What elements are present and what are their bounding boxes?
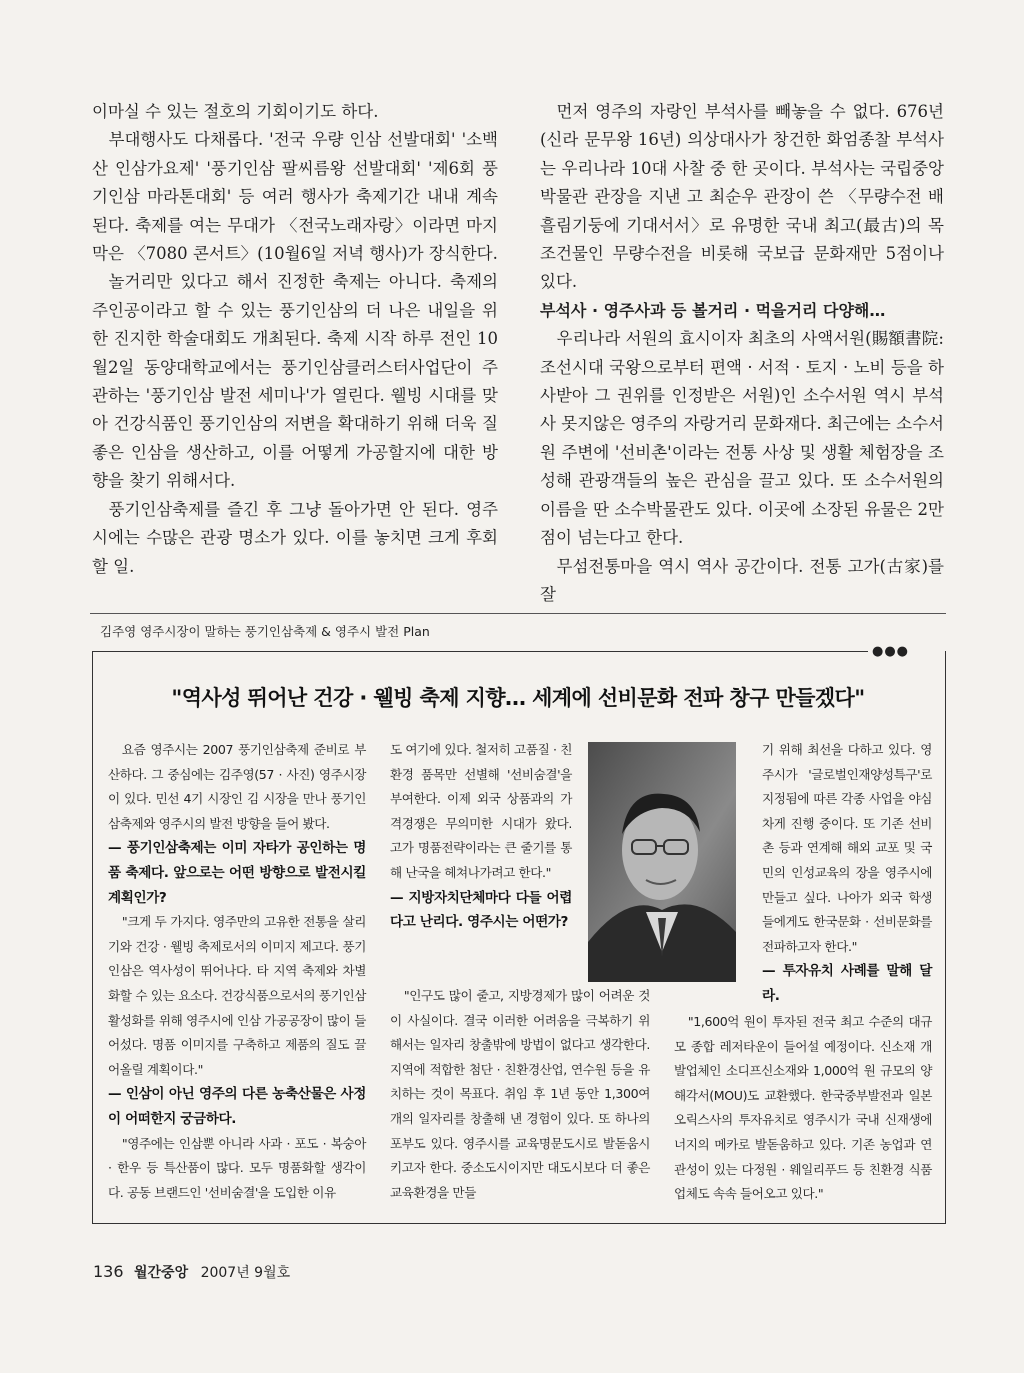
article-paragraph: 무섬전통마을 역시 역사 공간이다. 전통 고가(古家)를 잘 [540,556,944,604]
article-paragraph: 우리나라 서원의 효시이자 최초의 사액서원(賜額書院: 조선시대 국왕으로부터 편액 · 서적 · 토지 · 노비 등을 하사받아 그 권위를 인정받은 서원)인 소수서원 역시 부석사 못지않은 영주의 자랑거리 문화재다. 최근에는 소수서원 주변에 '선비촌'이라는 전통 사상 및 생활 체험장을 조성해 관광객들의 높은 관심을 끌고 있다. 또 소수서원의 이름을 딴 소수박물관도 있다. 이곳에 소장된 유물은 2만 점이 넘는다고 한다. [540,329,944,548]
page-footer [93,1262,290,1282]
interview-question: — 지방자치단체마다 다들 어렵다고 난리다. 영주시는 어떤가? [390,889,572,931]
interview-column-2-lower [390,984,650,1205]
dots-ornament: ●●● [872,644,910,659]
portrait-illustration [588,742,736,982]
interview-title: "역사성 뛰어난 건강 · 웰빙 축제 지향… 세계에 선비문화 전파 창구 만들겠다" [171,686,865,710]
interview-question: — 풍기인삼축제는 이미 자타가 공인하는 명품 축제다. 앞으로는 어떤 방향으로 발전시킬 계획인가? [108,840,366,906]
issue-date: 2007년 9월호 [200,1265,291,1281]
article-paragraph: 놀거리만 있다고 해서 진정한 축제는 아니다. 축제의 주인공이라고 할 수 있는 풍기인삼의 더 나은 내일을 위한 진지한 학술대회도 개최된다. 축제 시작 하루 전인 10월2일 동양대학교에서는 풍기인삼클러스터사업단이 주관하는 '풍기인삼 발전 세미나'가 열린다. 웰빙 시대를 맞아 건강식품인 풍기인삼의 저변을 확대하기 위해 더욱 질 좋은 인삼을 생산하고, 이를 어떻게 가공할지에 대한 방향을 찾기 위해서다. [92,272,498,491]
article-paragraph: 이마실 수 있는 절호의 기회이기도 하다. [92,102,379,121]
interview-paragraph: 요즘 영주시는 2007 풍기인삼축제 준비로 부산하다. 그 중심에는 김주영(57 · 사진) 영주시장이 있다. 민선 4기 시장인 김 시장을 만나 풍기인삼축제와 영주시의 발전 방향을 들어 봤다. [108,742,366,831]
article-left-column [92,98,498,581]
article-paragraph: 먼저 영주의 자랑인 부석사를 빼놓을 수 없다. 676년(신라 문무왕 16년) 의상대사가 창건한 화엄종찰 부석사는 우리나라 10대 사찰 중 한 곳이다. 부석사는 국립중앙박물관 관장을 지낸 고 최순우 관장이 쓴 〈무량수전 배흘림기둥에 기대서서〉로 유명한 국내 최고(最古)의 목조건물인 무량수전을 비롯해 국보급 문화재만 5점이나 있다. [540,102,944,292]
interview-box-label: 김주영 영주시장이 말하는 풍기인삼축제 & 영주시 발전 Plan [100,624,430,639]
interview-answer: "크게 두 가지다. 영주만의 고유한 전통을 살리기와 건강 · 웰빙 축제로서의 이미지 제고다. 풍기인삼은 역사성이 뛰어나다. 타 지역 축제와 차별화할 수 있는 요소다. 건강식품으로서의 풍기인삼 활성화를 위해 영주시에 인삼 가공공장이 많이 들어섰다. 명품 이미지를 구축하고 제품의 질도 끌어올릴 계획이다." [108,914,366,1077]
interview-question: — 인삼이 아닌 영주의 다른 농축산물은 사정이 어떠한지 궁금하다. [108,1086,366,1127]
interview-answer: 기 위해 최선을 다하고 있다. 영주시가 '글로벌인재양성특구'로 지정됨에 따른 각종 사업을 야심 차게 진행 중이다. 또 기존 선비촌 등과 연계해 해외 교포 및 국민의 인성교육의 장을 영주시에 만들고 싶다. 나아가 외국 학생들에게도 한국문화 · 선비문화를 전파하고자 한다." [762,742,932,954]
page-number: 136 [93,1262,124,1281]
interview-question: — 투자유치 사례를 말해 달라. [762,963,932,1004]
article-paragraph: 부대행사도 다채롭다. '전국 우량 인삼 선발대회' '소백산 인삼가요제' '풍기인삼 팔씨름왕 선발대회' '제6회 풍기인삼 마라톤대회' 등 여러 행사가 축제기간 내내 계속된다. 축제를 여는 무대가 〈전국노래자랑〉이라면 마지막은 〈7080 콘서트〉(10월6일 저녁 행사)가 장식한다. [92,130,498,264]
interview-answer: "1,600억 원이 투자된 전국 최고 수준의 대규모 종합 레저타운이 들어설 예정이다. 신소재 개발업체인 소디프신소재와 1,000억 원 규모의 양해각서(MOU)도 교환했다. 한국중부발전과 일본 오릭스사의 투자유치로 영주시가 국내 신재생에너지의 메카로 발돋움하고 있다. 기존 농업과 연관성이 있는 다정원 · 웨일리푸드 등 친환경 식품업체도 속속 들어오고 있다." [674,1014,932,1202]
mayor-portrait-photo [588,742,736,982]
interview-column-1 [108,738,366,1205]
article-right-column [540,98,944,609]
interview-answer: 도 여기에 있다. 철저히 고품질 · 친환경 품목만 선별해 '선비숨결'을 부여한다. 이제 외국 상품과의 가격경쟁은 무의미한 시대가 왔다. 고가 명품전략이라는 큰 줄기를 통해 난국을 헤쳐나가려고 한다." [390,742,572,880]
interview-answer: "인구도 많이 줄고, 지방경제가 많이 어려운 것이 사실이다. 결국 이러한 어려움을 극복하기 위해서는 일자리 창출밖에 방법이 없다고 생각한다. 지역에 적합한 첨단 · 친환경산업, 연수원 등을 유치하는 것이 목표다. 취임 후 1년 동안 1,300여 개의 일자리를 창출해 낸 경험이 있다. 또 하나의 포부도 있다. 영주시를 교육명문도시로 발돋움시키고자 한다. 중소도시이지만 대도시보다 더 좋은 교육환경을 만들 [390,988,650,1200]
article-paragraph: 풍기인삼축제를 즐긴 후 그냥 돌아가면 안 된다. 영주시에는 수많은 관광 명소가 있다. 이를 놓치면 크게 후회할 일. [92,499,498,576]
interview-column-3-lower [674,1010,932,1207]
interview-answer: "영주에는 인삼뿐 아니라 사과 · 포도 · 복숭아 · 한우 등 특산품이 많다. 모두 명품화할 생각이다. 공동 브랜드인 '선비숨결'을 도입한 이유 [108,1135,366,1200]
article-subheading: 부석사 · 영주사과 등 볼거리 · 먹을거리 다양해… [540,300,886,320]
box-top-rule [90,613,946,614]
interview-column-3 [762,738,932,1009]
magazine-name: 월간중앙 [134,1265,189,1281]
interview-column-2 [390,738,572,935]
